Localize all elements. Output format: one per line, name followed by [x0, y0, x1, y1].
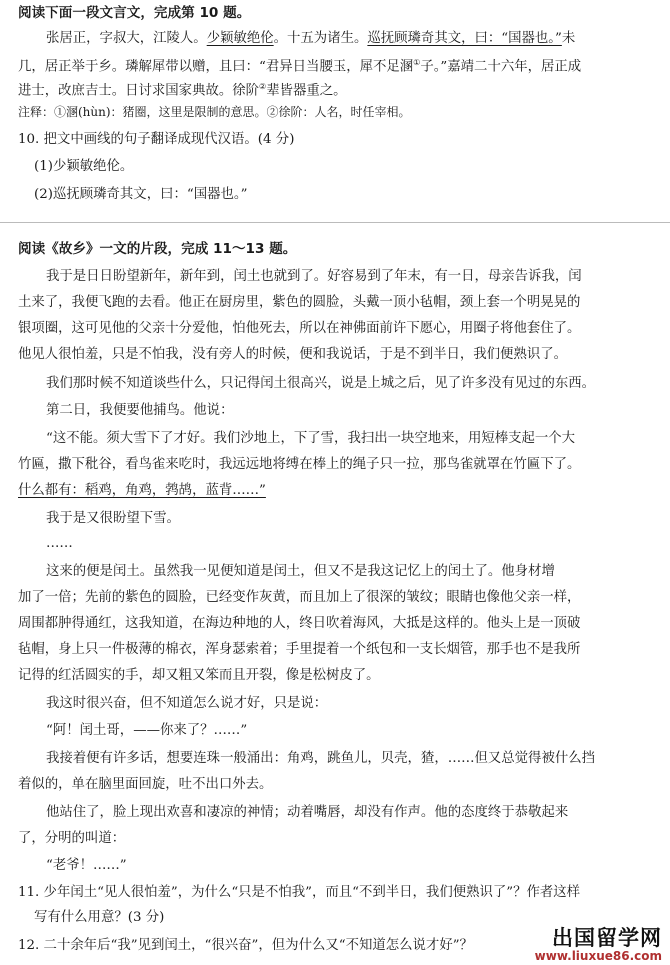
para3: 第二日，我便要他捕鸟。他说： — [46, 403, 234, 418]
para6-line-2: 加了一倍；先前的紫色的圆脸，已经变作灰黄，而且加上了很深的皱纹；眼睛也像他父亲一样， — [18, 590, 581, 605]
passage-line-3 — [18, 78, 347, 100]
para10-line-1: 他站住了，脸上现出欢喜和凄凉的神情；动着嘴唇，却没有作声。他的态度终于恭敬起来 — [46, 805, 569, 820]
para4-line-2: 竹匾，撒下秕谷，看鸟雀来吃时，我远远地将缚在棒上的绳子只一拉，那鸟雀就罩在竹匾下了。 — [18, 457, 581, 472]
passage-text: 未 — [561, 31, 576, 46]
question-10: 10. 把文中画线的句子翻译成现代汉语。(4 分) — [18, 132, 295, 147]
question-10-part-2: (2)巡抚顾璘奇其文，曰：“国器也。” — [34, 187, 248, 202]
underlined-sentence-2: 巡抚顾璘奇其文，曰：“国器也。” — [367, 31, 562, 46]
passage-text: 几，居正举于乡。璘解犀带以赠，且曰：“君异日当腰玉，犀不足溷 — [18, 59, 414, 75]
para6-line-5: 记得的红活圆实的手，却又粗又笨而且开裂，像是松树皮了。 — [18, 668, 380, 683]
para6-line-1: 这来的便是闰土。虽然我一见便知道是闰土，但又不是我这记忆上的闰土了。他身材增 — [46, 564, 555, 579]
para9-line-2: 着似的，单在脑里面回旋，吐不出口外去。 — [18, 777, 273, 792]
passage-text: 进士，改庶吉士。日讨求国家典故。徐阶 — [18, 83, 260, 99]
annotation-note: 注释：①溷(hùn)：猪圈，这里是限制的意思。②徐阶：人名，时任宰相。 — [18, 105, 411, 119]
footnote-marker: ① — [413, 58, 421, 67]
para9-line-1: 我接着便有许多话，想要连珠一般涌出：角鸡，跳鱼儿，贝壳，猹，……但又总觉得被什么挡 — [46, 751, 596, 766]
watermark-url: www.liuxue86.com — [534, 949, 662, 963]
footnote-marker: ② — [259, 82, 267, 91]
passage-text: 。十五为诸生。 — [273, 31, 368, 46]
question-10-part-1: (1)少颖敏绝伦。 — [34, 159, 134, 174]
para1-line-3: 银项圈，这可见他的父亲十分爱他，怕他死去，所以在神佛面前许下愿心，用圈子将他套住了。 — [18, 321, 581, 336]
section1-heading: 阅读下面一段文言文，完成第 10 题。 — [18, 5, 251, 21]
para7: 我这时很兴奋，但不知道怎么说才好，只是说： — [46, 696, 328, 711]
site-watermark — [535, 927, 662, 963]
para10-line-2: 了，分明的叫道： — [18, 831, 126, 846]
para1-line-1: 我于是日日盼望新年，新年到，闰土也就到了。好容易到了年末，有一日，母亲告诉我，闰 — [46, 269, 582, 284]
passage-text: 辈皆器重之。 — [266, 83, 347, 99]
para11: “老爷！……” — [46, 858, 127, 873]
para6-line-4: 毡帽，身上只一件极薄的棉衣，浑身瑟索着；手里提着一个纸包和一支长烟管，那手也不是我所 — [18, 642, 581, 657]
para4-line-1: “这不能。须大雪下了才好。我们沙地上，下了雪，我扫出一块空地来，用短棒支起一个大 — [46, 431, 576, 446]
passage-text: 张居正，字叔大，江陵人。 — [46, 31, 207, 46]
section-divider — [0, 222, 670, 223]
question-12: 12. 二十余年后“我”见到闰土，“很兴奋”，但为什么又“不知道怎么说才好”？ — [18, 938, 473, 953]
para8: “阿！闰土哥，——你来了？……” — [46, 723, 248, 738]
question-11-line-2: 写有什么用意？(3 分) — [34, 910, 165, 925]
para1-line-4: 他见人很怕羞，只是不怕我，没有旁人的时候，便和我说话，于是不到半日，我们便熟识了。 — [18, 347, 568, 362]
para1-line-2: 土来了，我便飞跑的去看。他正在厨房里，紫色的圆脸，头戴一顶小毡帽，颈上套一个明晃晃的 — [18, 295, 581, 310]
para6-line-3: 周围都肿得通红，这我知道，在海边种地的人，终日吹着海风，大抵是这样的。他头上是一顶破 — [18, 616, 581, 631]
passage-text: 子。”嘉靖二十六年，居正成 — [420, 59, 582, 75]
para4-underlined-line: 什么都有：稻鸡，角鸡，鹁鸪，蓝背……” — [18, 483, 266, 498]
passage-line-2 — [18, 54, 581, 76]
section2-heading: 阅读《故乡》一文的片段，完成 11～13 题。 — [18, 241, 297, 257]
question-11-line-1: 11. 少年闰土“见人很怕羞”，为什么“只是不怕我”，而且“不到半日，我们便熟识了”？作者这样 — [18, 885, 581, 900]
para2: 我们那时候不知道谈些什么，只记得闰土很高兴，说是上城之后，见了许多没有见过的东西。 — [46, 376, 596, 391]
underlined-sentence-1: 少颖敏绝伦 — [206, 31, 274, 46]
para5: 我于是又很盼望下雪。 — [46, 511, 180, 526]
ellipsis: …… — [46, 536, 73, 551]
passage-line-1 — [46, 30, 575, 48]
watermark-title: 出国留学网 — [552, 926, 662, 950]
